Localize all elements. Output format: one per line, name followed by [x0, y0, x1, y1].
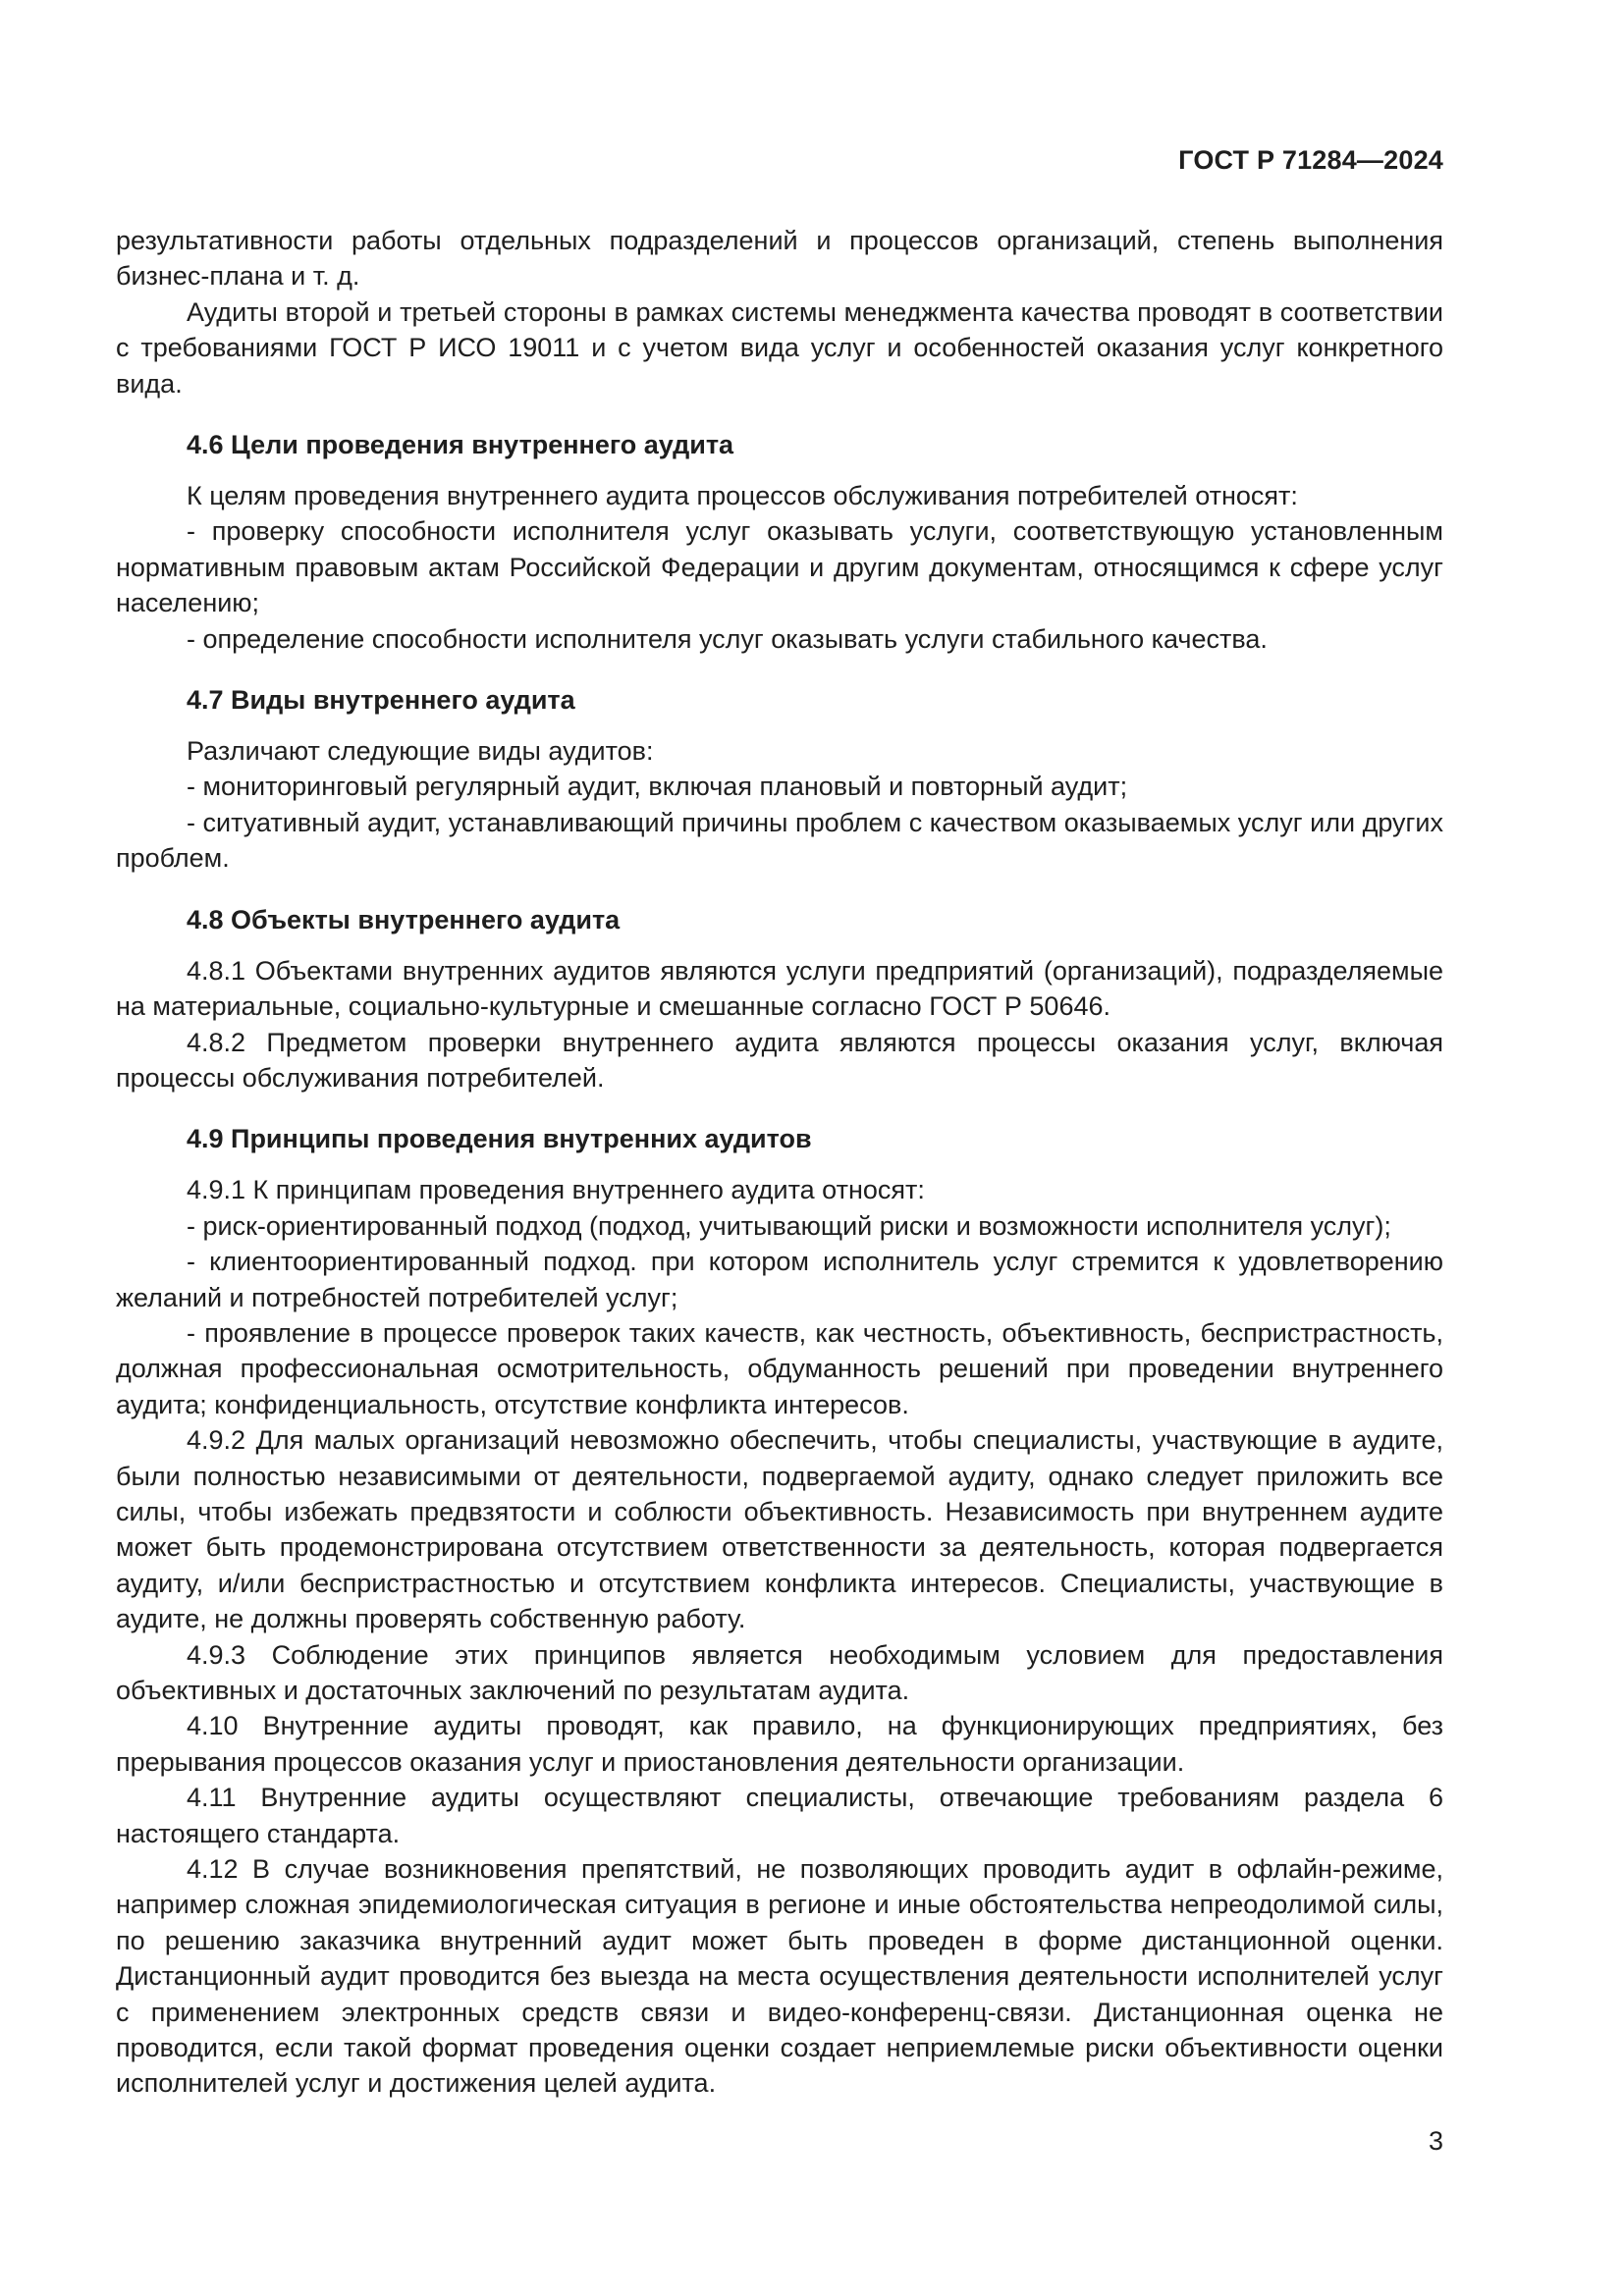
list-item: - проверку способности исполнителя услуг оказывать услуги, соответствующую установленным нормативным правовым актам Российской Федерации и другим документам, относящимся к сфере услуг населению; — [116, 516, 1443, 618]
paragraph: К целям проведения внутреннего аудита процессов обслуживания потребителей относят: — [187, 481, 1298, 511]
paragraph: 4.9.3 Соблюдение этих принципов является необходимым условием для предоставления объективных и достаточных заключений по результатам аудита. — [116, 1639, 1443, 1705]
list-item: - проявление в процессе проверок таких качеств, как честность, объективность, беспристрастность, должная профессиональная осмотрительность, обдуманность решений при проведении внутреннего аудита; конфиденциальность, отсутствие конфликта интересов. — [116, 1317, 1443, 1419]
document-body — [116, 223, 1443, 2102]
paragraph: 4.8.1 Объектами внутренних аудитов являются услуги предприятий (организаций), подразделяемые на материальные, социально-культурные и смешанные согласно ГОСТ Р 50646. — [116, 955, 1443, 1022]
section-heading-4-7: 4.7 Виды внутреннего аудита — [187, 685, 575, 716]
paragraph: результативности работы отдельных подразделений и процессов организаций, степень выполнения бизнес-плана и т. д. — [116, 226, 1443, 292]
section-heading-4-8: 4.8 Объекты внутреннего аудита — [187, 904, 621, 934]
section-heading-4-6: 4.6 Цели проведения внутреннего аудита — [187, 430, 734, 460]
paragraph: 4.9.2 Для малых организаций невозможно обеспечить, чтобы специалисты, участвующие в аудите, были полностью независимыми от деятельности, подвергаемой аудиту, однако следует приложить все силы, чтобы избежать предвзятости и соблюсти объективность. Независимость при внутреннем аудите может быть продемонстрирована отсутствием ответственности за деятельность, которая подвергается аудиту, и/или беспристрастностью и отсутствием конфликта интересов. Специалисты, участвующие в аудите, не должны проверять собственную работу. — [116, 1425, 1443, 1634]
paragraph: 4.10 Внутренние аудиты проводят, как правило, на функционирующих предприятиях, без прерывания процессов оказания услуг и приостановления деятельности организации. — [116, 1711, 1443, 1777]
page-number: 3 — [1428, 2126, 1443, 2156]
paragraph: 4.12 В случае возникновения препятствий, не позволяющих проводить аудит в офлайн-режиме, например сложная эпидемиологическая ситуация в регионе и иные обстоятельства непреодолимой силы, по решению заказчика внутренний аудит может быть проведен в форме дистанционной оценки. Дистанционный аудит проводится без выезда на места осуществления деятельности исполнителей услуг с применением электронных средств связи и видео-конференц-связи. Дистанционная оценка не проводится, если такой формат проведения оценки создает неприемлемые риски объективности оценки исполнителей услуг и достижения целей аудита. — [116, 1854, 1443, 2099]
list-item: - клиентоориентированный подход. при котором исполнитель услуг стремится к удовлетворению желаний и потребностей потребителей услуг; — [116, 1247, 1443, 1312]
paragraph: 4.11 Внутренние аудиты осуществляют специалисты, отвечающие требованиям раздела 6 настоящего стандарта. — [116, 1783, 1443, 1848]
list-item: - определение способности исполнителя услуг оказывать услуги стабильного качества. — [187, 623, 1268, 654]
paragraph: Аудиты второй и третьей стороны в рамках системы менеджмента качества проводят в соответствии с требованиями ГОСТ Р ИСО 19011 и с учетом вида услуг и особенностей оказания услуг конкретного вида. — [116, 296, 1443, 399]
paragraph: 4.8.2 Предметом проверки внутреннего аудита являются процессы оказания услуг, включая процессы обслуживания потребителей. — [116, 1027, 1443, 1093]
list-item: - мониторинговый регулярный аудит, включая плановый и повторный аудит; — [187, 772, 1128, 802]
document-code-header: ГОСТ Р 71284—2024 — [1178, 145, 1443, 175]
section-heading-4-9: 4.9 Принципы проведения внутренних аудитов — [187, 1124, 812, 1154]
list-item: - риск-ориентированный подход (подход, учитывающий риски и возможности исполнителя услуг); — [187, 1210, 1391, 1241]
paragraph: Различают следующие виды аудитов: — [187, 736, 654, 767]
list-item: - ситуативный аудит, устанавливающий причины проблем с качеством оказываемых услуг или других проблем. — [116, 807, 1443, 874]
paragraph: 4.9.1 К принципам проведения внутреннего аудита относят: — [187, 1175, 925, 1205]
